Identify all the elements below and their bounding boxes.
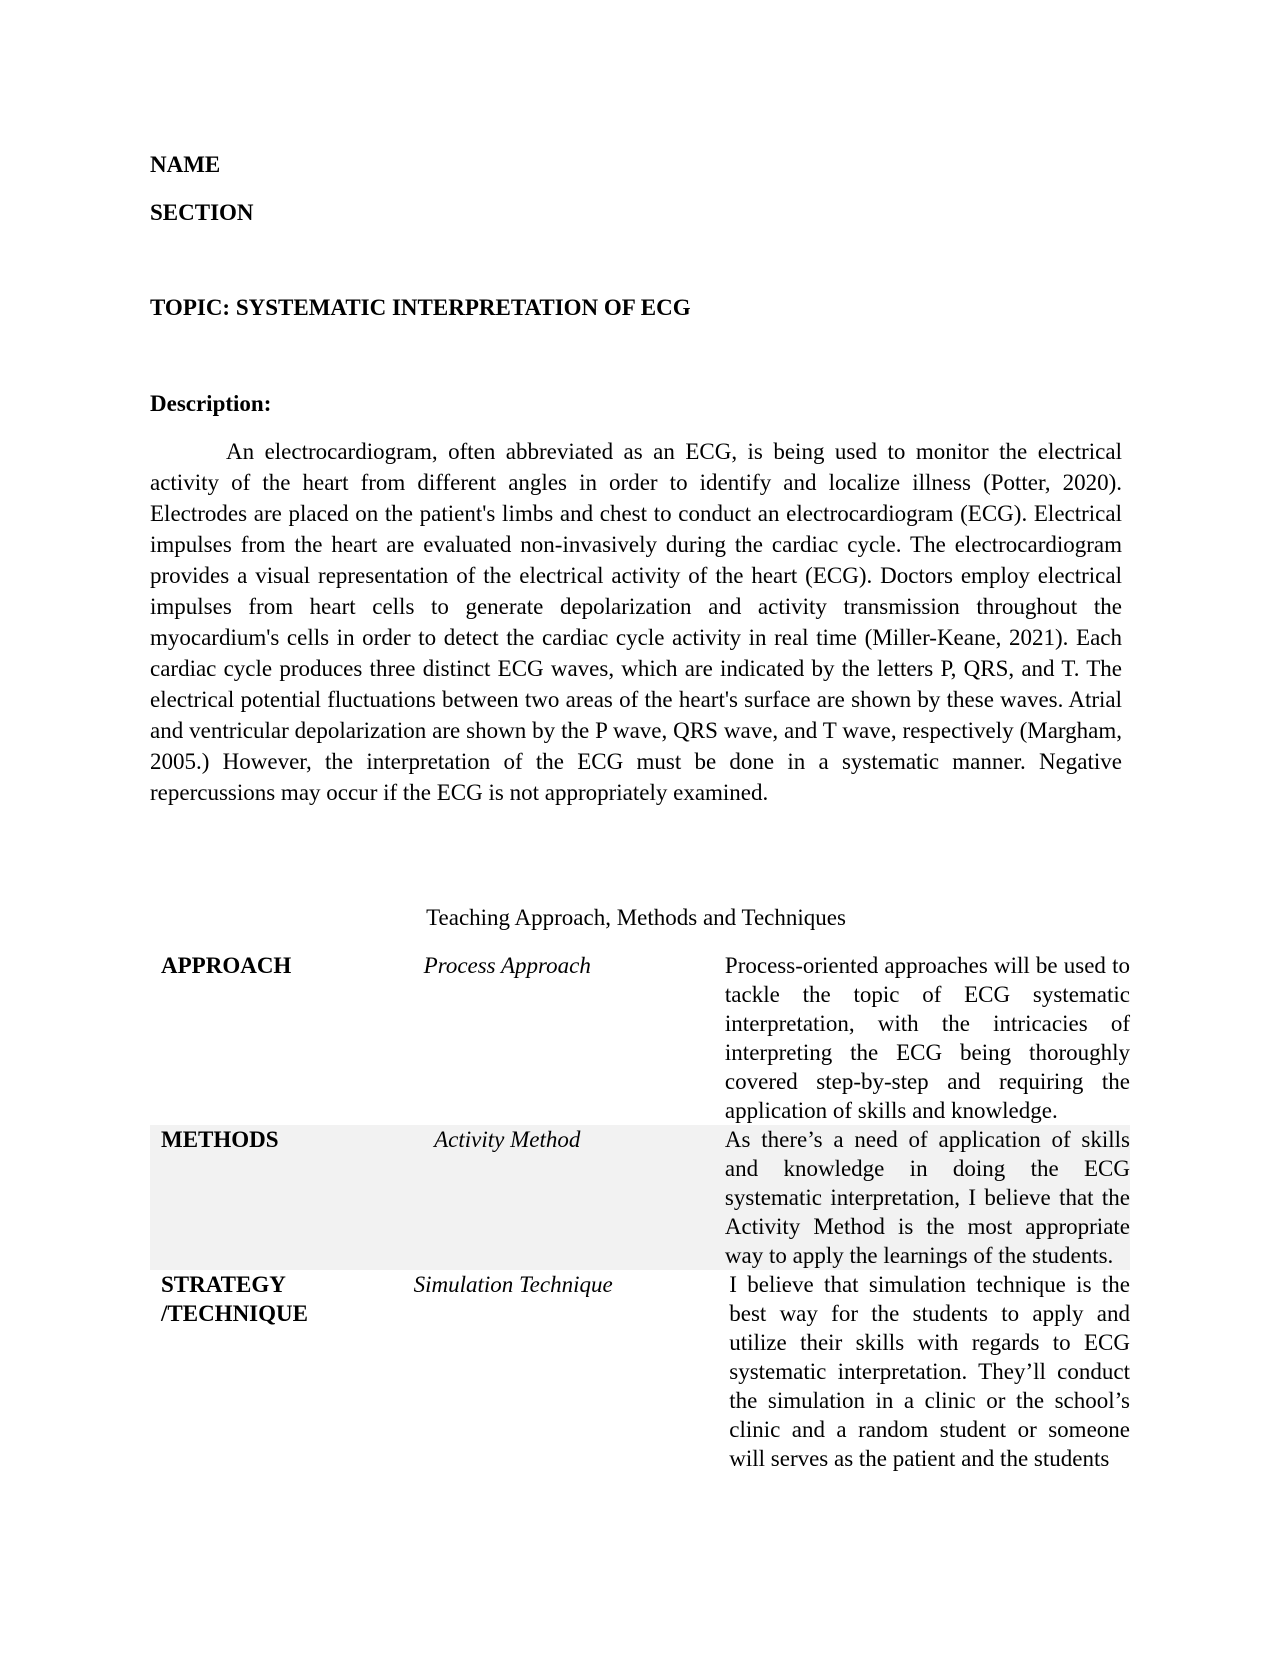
row-label: STRATEGY /TECHNIQUE: [161, 1272, 308, 1326]
row-detail: I believe that simulation technique is the best way for the students to apply and utilize their skills with regards to ECG systematic interpretation. They’ll conduct the simulation in a clinic or the school’s clinic and a random student or someone will serves as the patient and the students: [729, 1272, 1130, 1471]
table-row-strategy: [150, 1270, 1130, 1473]
table-row-methods: [150, 1125, 1130, 1270]
row-name: Process Approach: [423, 953, 591, 978]
description-paragraph: An electrocardiogram, often abbreviated as an ECG, is being used to monitor the electrical activity of the heart from different angles in order to identify and localize illness (Potter, 2020). Electrodes are placed on the patient's limbs and chest to conduct an electrocardiogram (ECG). Electrical impulses from the heart are evaluated non-invasively during the cardiac cycle. The electrocardiogram provides a visual representation of the electrical activity of the heart (ECG). Doctors employ electrical impulses from heart cells to generate depolarization and activity transmission throughout the myocardium's cells in order to detect the cardiac cycle activity in real time (Miller-Keane, 2021). Each cardiac cycle produces three distinct ECG waves, which are indicated by the letters P, QRS, and T. The electrical potential fluctuations between two areas of the heart's surface are shown by these waves. Atrial and ventricular depolarization are shown by the P wave, QRS wave, and T wave, respectively (Margham, 2005.) However, the interpretation of the ECG must be done in a systematic manner. Negative repercussions may occur if the ECG is not appropriately examined.: [150, 439, 1122, 805]
row-name: Activity Method: [434, 1127, 581, 1152]
section-label: SECTION: [150, 200, 254, 225]
row-detail: As there’s a need of application of skills and knowledge in doing the ECG systematic interpretation, I believe that the Activity Method is the most appropriate way to apply the learnings of the students.: [724, 1127, 1130, 1268]
table-caption: Teaching Approach, Methods and Techniques: [426, 905, 846, 930]
table-row-approach: [150, 951, 1130, 1125]
topic-line: TOPIC: SYSTEMATIC INTERPRETATION OF ECG: [150, 295, 691, 320]
row-label: APPROACH: [161, 953, 292, 978]
row-name: Simulation Technique: [413, 1272, 613, 1297]
teaching-table: [150, 951, 1130, 1473]
row-label: METHODS: [161, 1127, 279, 1152]
description-heading: Description:: [150, 391, 272, 416]
row-detail: Process-oriented approaches will be used to tackle the topic of ECG systematic interpretation, with the intricacies of interpreting the ECG being thoroughly covered step-by-step and requiring the application of skills and knowledge.: [724, 953, 1130, 1123]
name-label: NAME: [150, 152, 221, 177]
